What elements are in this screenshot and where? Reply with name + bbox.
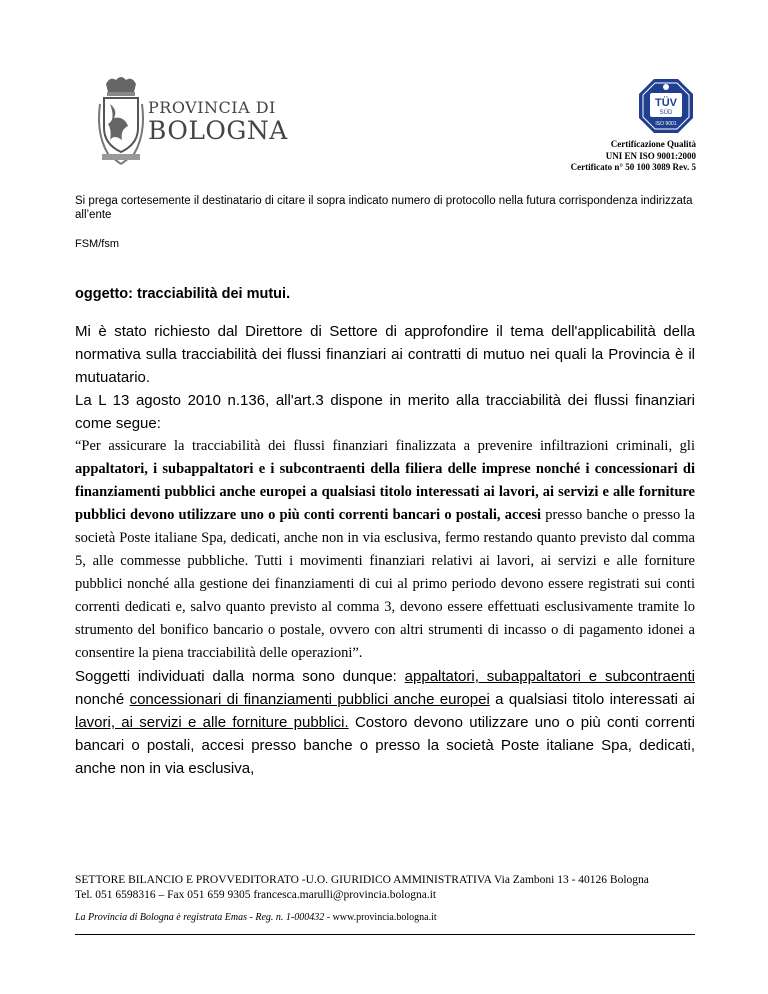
logo-line1: PROVINCIA DI <box>148 98 276 117</box>
footer-registration <box>75 912 437 923</box>
footer-divider <box>75 934 695 935</box>
tuv-text: TÜV <box>655 97 677 109</box>
tuv-certification-icon <box>638 78 694 134</box>
coat-of-arms-icon <box>98 74 144 166</box>
p3-underline-2: concessionari di finanziamenti pubblici anche europei <box>129 691 490 708</box>
law-quote <box>75 435 695 665</box>
provincia-logo <box>98 74 288 166</box>
p3-underline-3: lavori, ai servizi e alle forniture pubblici. <box>75 714 349 731</box>
reference-code: FSM/fsm <box>75 238 119 250</box>
footer-address <box>75 873 695 903</box>
subject-line: oggetto: tracciabilità dei mutui. <box>75 286 291 302</box>
p3-underline-1: appaltatori, subappaltatori e subcontraenti <box>404 668 695 685</box>
logo-wordmark <box>148 100 288 143</box>
website-link[interactable]: www.provincia.bologna.it <box>332 912 437 923</box>
cert-line3: Certificato n° 50 100 3089 Rev. 5 <box>570 162 696 172</box>
quote-intro: “Per assicurare la tracciabilità dei flussi finanziari finalizzata a prevenire infiltrazioni criminali, gli <box>75 438 695 454</box>
p3-text-d: Costoro devono utilizzare uno o più conti correnti bancari o postali, accesi presso banche o presso la società Poste italiane Spa, dedicati, anche non in via esclusiva, <box>75 714 695 777</box>
logo-line2: BOLOGNA <box>148 116 288 145</box>
cert-line1: Certificazione Qualità <box>610 139 696 149</box>
footer-line2: Tel. 051 6598316 – Fax 051 659 9305 francesca.marulli@provincia.bologna.it <box>75 889 437 901</box>
tuv-iso-text: ISO 9001 <box>655 121 677 127</box>
quote-rest: presso banche o presso la società Poste italiane Spa, dedicati, anche non in via esclusiva, fermo restando quanto previsto dal comma 5, alle commesse pubbliche. Tutti i movimenti finanziari relativi ai lavori, ai servizi e alle forniture pubblici nonché alla gestione dei finanziamenti di cui al primo periodo devono essere registrati sui conti correnti dedicati e, salvo quanto previsto al comma 3, devono essere effettuati esclusivamente tramite lo strumento del bonifico bancario o postale, ovvero con altri strumenti di incasso o di pagamento idonei a consentire la piena tracciabilità delle operazioni”. <box>75 507 695 661</box>
paragraph-1: Mi è stato richiesto dal Direttore di Settore di approfondire il tema dell'applicabilità della normativa sulla tracciabilità dei flussi finanziari ai contratti di mutuo nei quali la Provincia è il mutuatario. <box>75 323 695 386</box>
p3-text-c: a qualsiasi titolo interessati ai <box>489 691 695 708</box>
tuv-sub-text: SÜD <box>659 110 673 116</box>
cert-line2: UNI EN ISO 9001:2000 <box>605 150 696 161</box>
footer-line1: SETTORE BILANCIO E PROVVEDITORATO -U.O. GIURIDICO AMMINISTRATIVA Via Zamboni 13 - 40126 Bologna <box>75 874 649 886</box>
certification-block <box>546 139 696 174</box>
quote-bold: appaltatori, i subappaltatori e i subcontraenti della filiera delle imprese nonché i concessionari di finanziamenti pubblici anche europei a qualsiasi titolo interessati ai lavori, ai servizi e alle forniture pubblici devono utilizzare uno o più conti correnti bancari o postali, accesi <box>75 461 695 523</box>
emas-registration: La Provincia di Bologna è registrata Emas - Reg. n. 1-000432 - <box>75 912 333 923</box>
paragraph-3 <box>75 665 695 780</box>
protocol-note: Si prega cortesemente il destinatario di citare il sopra indicato numero di protocollo nella futura corrispondenza indirizzata all’ente <box>75 195 693 221</box>
p3-text-b: nonché <box>75 691 130 708</box>
letter-body <box>75 320 695 780</box>
p3-text-a: Soggetti individuati dalla norma sono dunque: <box>75 668 405 685</box>
paragraph-2: La L 13 agosto 2010 n.136, all'art.3 dispone in merito alla tracciabilità dei flussi finanziari come segue: <box>75 392 695 432</box>
